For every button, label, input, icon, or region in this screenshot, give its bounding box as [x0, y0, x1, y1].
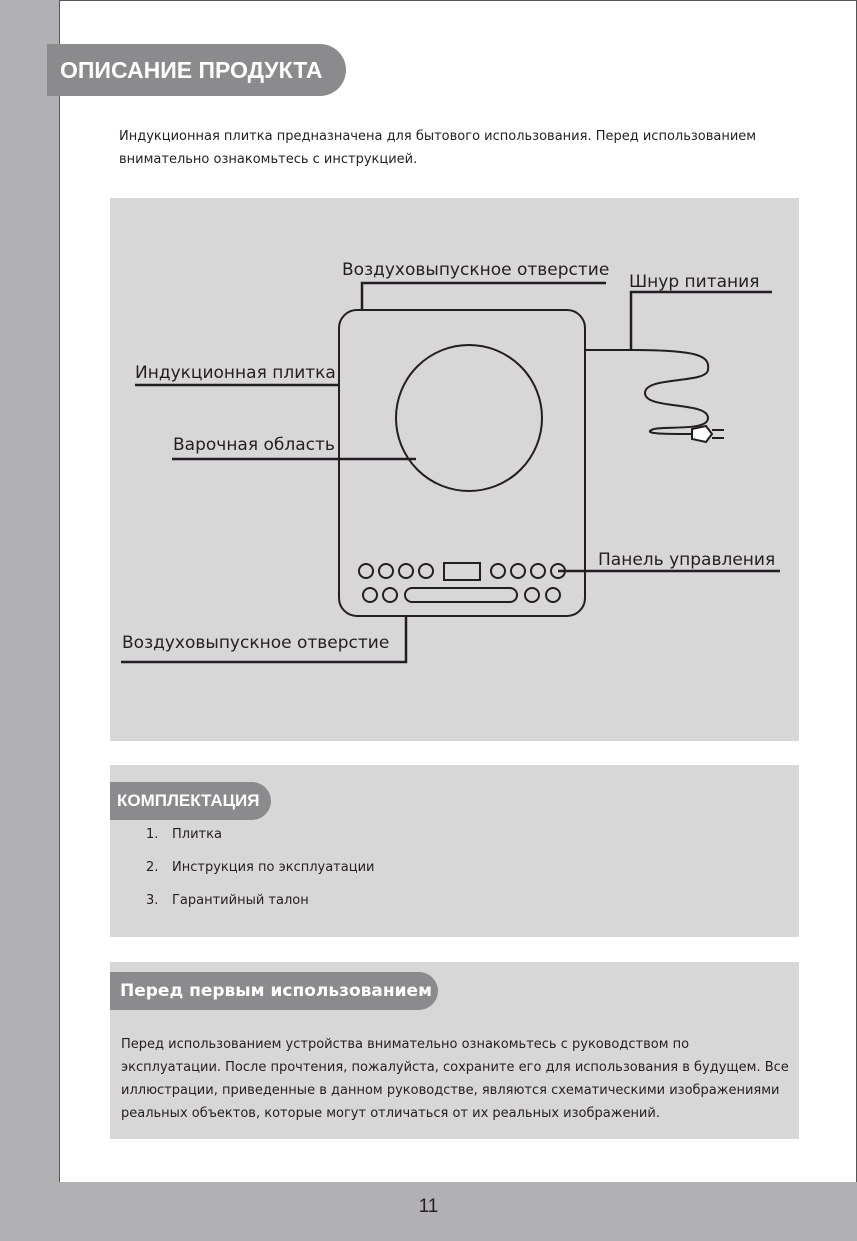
label-air-outlet-top: Воздуховыпускное отверстие	[342, 260, 610, 280]
list-item: 2. Инструкция по эксплуатации	[146, 860, 375, 875]
label-air-outlet-bottom: Воздуховыпускное отверстие	[122, 633, 390, 653]
label-cooking-zone: Варочная область	[173, 435, 335, 455]
intro-paragraph: Индукционная плитка предназначена для бытового использования. Перед использованием внимательно ознакомьтесь с инструкцией.	[119, 129, 757, 167]
label-cooktop: Индукционная плитка	[135, 363, 336, 383]
product-diagram	[110, 198, 799, 741]
top-border	[60, 0, 857, 1]
before-first-use-section	[110, 962, 799, 1139]
control-panel-buttons	[359, 563, 565, 602]
label-power-cord: Шнур питания	[629, 272, 760, 292]
before-first-use-title-tab	[110, 972, 438, 1010]
leader-power-cord	[631, 292, 772, 350]
power-cord-line	[585, 350, 708, 434]
left-sidebar-bar	[0, 0, 60, 1241]
kit-title: КОМПЛЕКТАЦИЯ	[117, 791, 260, 810]
plug-icon	[692, 426, 712, 442]
before-first-use-text: Перед использованием устройства внимательно ознакомьтесь с руководством по эксплуатации. После прочтения, пожалуйста, сохраните его для использования в будущем. Все иллюстрации, приведенные в данном руководстве, являются схематическими изображениями реальных объектов, которые могут отличаться от их реальных изображений.	[121, 1037, 789, 1121]
cooktop-body	[339, 310, 585, 616]
page-number: 11	[418, 1196, 439, 1217]
list-item: 3. Гарантийный талон	[146, 893, 309, 908]
leader-air-outlet-top	[362, 283, 606, 310]
kit-section	[110, 765, 799, 937]
list-item: 1. Плитка	[146, 827, 222, 842]
kit-list	[146, 827, 374, 926]
label-control-panel: Панель управления	[598, 550, 776, 570]
page-title: ОПИСАНИЕ ПРОДУКТА	[60, 56, 323, 83]
section-title-tab	[47, 44, 346, 96]
before-first-use-title: Перед первым использованием	[120, 981, 432, 1001]
cooking-zone-circle	[396, 345, 542, 491]
kit-title-tab	[110, 782, 271, 820]
